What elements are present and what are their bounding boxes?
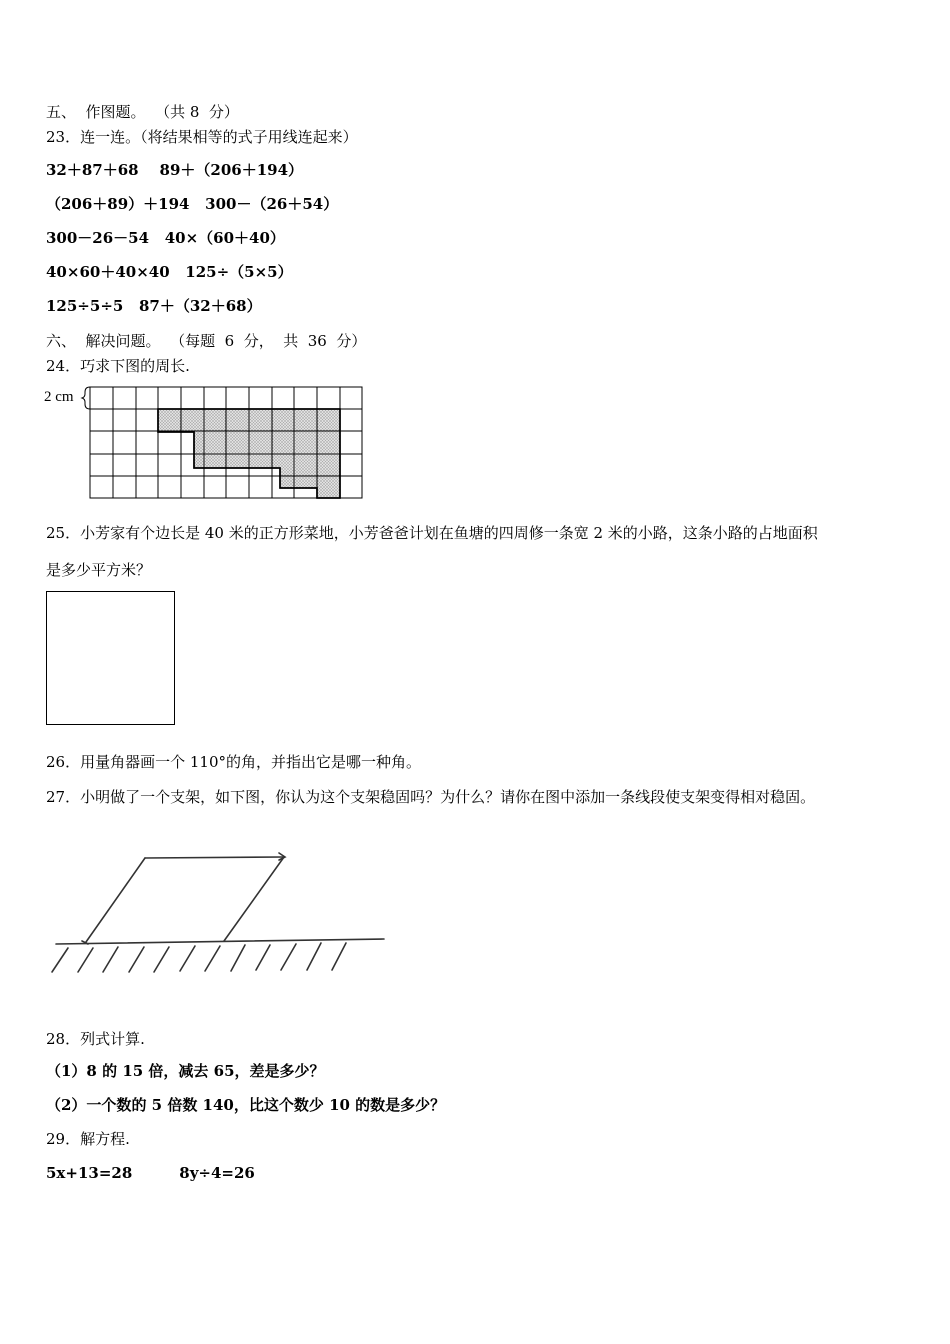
question-28-title: 28．列式计算. [46,1030,145,1048]
perimeter-grid-figure [44,384,374,506]
q23-row-3: 300－26－54 40×（60＋40） [46,229,285,247]
question-25-line-1: 25．小芳家有个边长是 40 米的正方形菜地，小芳爸爸计划在鱼塘的四周修一条宽 2 米的小路，这条小路的占地面积 [46,524,818,542]
section-5-heading: 五、 作图题。 （共 8 分） [46,103,239,121]
question-24-title: 24．巧求下图的周长. [46,357,190,375]
q23-row-2: （206＋89）＋194 300－（26＋54） [46,195,339,213]
question-28-item-2: （2）一个数的 5 倍数 140，比这个数少 10 的数是多少？ [46,1096,446,1114]
question-29-title: 29．解方程. [46,1130,130,1148]
scale-label: 2 cm [44,389,74,405]
section-6-heading: 六、 解决问题。 （每题 6 分， 共 36 分） [46,332,367,350]
bracket-drawing [48,820,393,984]
q23-row-4: 40×60＋40×40 125÷（5×5） [46,263,293,281]
square-field-figure [46,591,175,725]
question-27-title: 27．小明做了一个支架，如下图，你认为这个支架稳固吗？为什么？请你在图中添加一条线段使支架变得相对稳固。 [46,788,816,806]
question-28-item-1: （1）8 的 15 倍，减去 65，差是多少？ [46,1062,325,1080]
question-26-title: 26．用量角器画一个 110°的角，并指出它是哪一种角。 [46,753,421,771]
q23-row-5: 125÷5÷5 87＋（32＋68） [46,297,262,315]
question-29-equations: 5x+13=28 8y÷4=26 [46,1164,255,1182]
question-23-title: 23．连一连。（将结果相等的式子用线连起来） [46,128,358,146]
q23-row-1: 32＋87＋68 89＋（206＋194） [46,161,304,179]
question-25-line-2: 是多少平方米？ [46,561,152,579]
